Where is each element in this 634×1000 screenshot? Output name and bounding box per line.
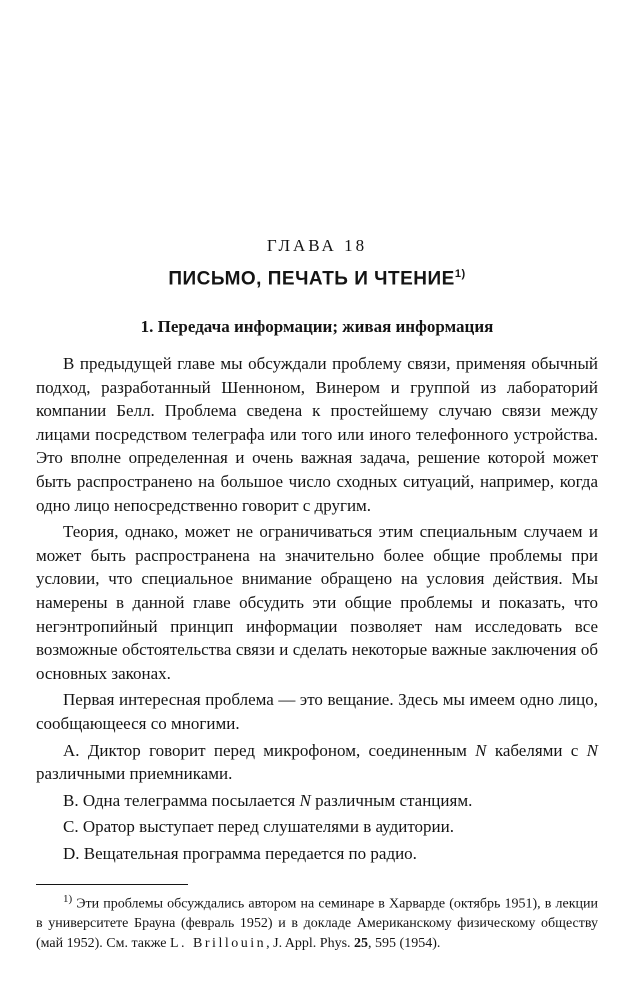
- list-item-b-text-2: различным станциям.: [310, 790, 473, 810]
- footnote-journal: , J. Appl. Phys.: [266, 935, 355, 951]
- footnote-mark: 1): [63, 893, 73, 905]
- chapter-title-text: ПИСЬМО, ПЕЧАТЬ И ЧТЕНИЕ: [168, 268, 455, 290]
- section-heading: 1. Передача информации; живая информация: [140, 317, 494, 336]
- list-item-c: С. Оратор выступает перед слушателями в аудитории.: [63, 817, 454, 837]
- body-text: [36, 352, 598, 865]
- variable-n: N: [299, 790, 311, 810]
- paragraph-3: Первая интересная проблема — это вещание. Здесь мы имеем одно лицо, сообщающееся со многими.: [36, 690, 598, 733]
- footnote-text: Эти проблемы обсуждались автором на семинаре в Харварде (октябрь 1951), в лекции в университете Брауна (февраль 1952) и в докладе Американскому физическому обществу (май 1952). См. также: [36, 896, 598, 951]
- list-item-b-text: В. Одна телеграмма посылается: [63, 790, 296, 810]
- footnote-divider: [36, 884, 188, 885]
- footnote-author: L. Brillouin: [170, 935, 267, 951]
- paragraph-2: Теория, однако, может не ограничиваться этим специальным случаем и может быть распространена на значительно более общие проблемы при условии, что специальное внимание обращено на условия действия. Мы намерены в данной главе обсудить эти общие проблемы и показать, что негэнтропийный принцип информации позволяет нам исследовать все возможные обстоятельства связи и сделать некоторые важные заключения об основных законах.: [36, 522, 598, 683]
- variable-n: N: [475, 740, 487, 760]
- footnote-volume: 25: [354, 935, 369, 951]
- paragraph-1: В предыдущей главе мы обсуждали проблему связи, применяя обычный подход, разработанный Шенноном, Винером и группой из лабораторий компании Белл. Проблема сведена к простейшему случаю связи между лицами посредством телеграфа или того или иного телефонного устройства. Это вполне определенная и очень важная задача, решение которой может быть распространено на большое число сходных ситуаций, например, когда одно лицо непосредственно говорит с другим.: [36, 354, 598, 515]
- chapter-label: ГЛАВА 18: [266, 236, 368, 255]
- title-footnote-mark: 1): [454, 268, 466, 280]
- list-item-a: [36, 739, 598, 786]
- list-item-a-text-3: различными приемниками.: [36, 764, 233, 784]
- list-item-a-text-2: кабелями с: [486, 740, 587, 760]
- list-item-a-text: А. Диктор говорит перед микрофоном, соединенным: [63, 740, 467, 760]
- list-item-b: [36, 789, 598, 813]
- variable-n: N: [586, 740, 599, 760]
- footnote-pages: , 595 (1954).: [368, 935, 441, 951]
- footnote: [36, 890, 598, 953]
- chapter-title: [0, 268, 634, 290]
- list-item-d: D. Вещательная программа передается по радио.: [63, 843, 417, 863]
